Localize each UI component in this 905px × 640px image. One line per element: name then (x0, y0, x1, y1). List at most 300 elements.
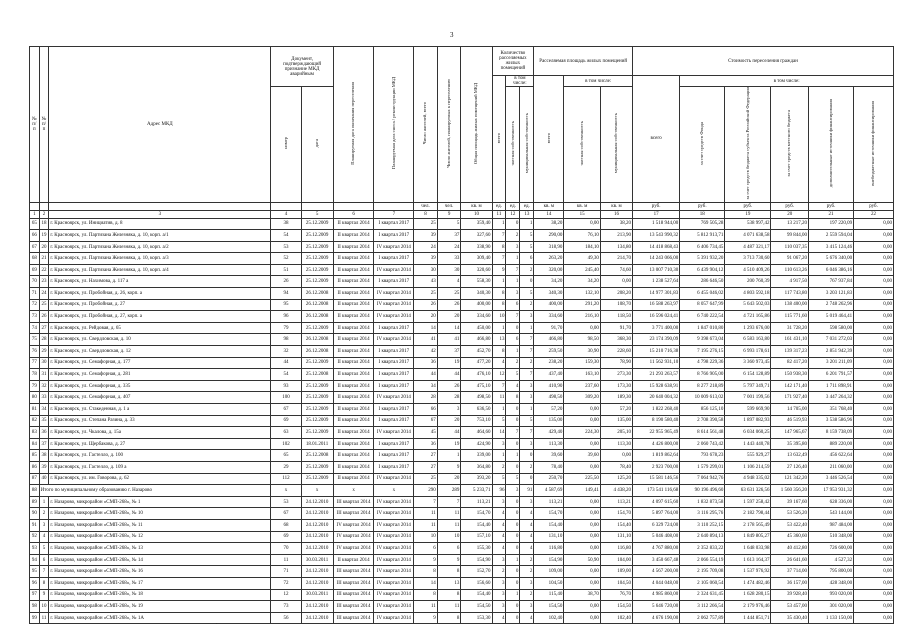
table-cell: 7 001 199,56 (725, 392, 771, 404)
table-cell: II квартал 2014 (333, 473, 374, 485)
table-cell: 11 562 931,10 (633, 357, 680, 369)
table-cell: 90 196 496,60 (680, 485, 725, 497)
table-cell: 538 997,42 (725, 218, 771, 230)
table-cell: 0 (506, 461, 520, 473)
table-cell: 4 587,69 (534, 485, 564, 497)
unit-cell: кв. м (461, 202, 492, 210)
table-cell: I квартал 2017 (374, 218, 414, 230)
table-cell: 3 446 526,54 (809, 473, 854, 485)
table-cell: 57,20 (600, 404, 632, 416)
table-cell: 3 (492, 438, 506, 450)
table-cell: 69 (271, 415, 301, 427)
table-cell: 25.12.2009 (301, 427, 333, 439)
table-cell: 0,00 (854, 577, 894, 589)
table-cell: 32 (39, 380, 49, 392)
table-cell: 25 (414, 473, 438, 485)
table-cell: 26.12.2008 (301, 311, 333, 323)
table-cell: 3 (492, 589, 506, 601)
table-cell: 13 543 990,32 (633, 230, 680, 242)
table-cell: 36 (414, 438, 438, 450)
header-count-municipal: муниципальная собственность (520, 87, 534, 203)
table-cell: г. Красноярск, ул. им. Говорова, д. 62 (49, 473, 271, 485)
table-cell: 70 (271, 543, 301, 555)
table-cell: 154,50 (534, 601, 564, 613)
table-cell: 286 646,50 (680, 276, 725, 288)
table-cell: 1 238 527,64 (633, 276, 680, 288)
table-cell: 121 342,20 (771, 473, 809, 485)
table-cell: 67 (414, 415, 438, 427)
table-cell: I квартал 2017 (374, 230, 414, 242)
table-cell: II квартал 2014 (333, 322, 374, 334)
table-cell: 1 849 805,27 (725, 531, 771, 543)
table-cell: 27 (39, 322, 49, 334)
table-cell: II квартал 2014 (333, 346, 374, 358)
table-cell: 558,30 (461, 276, 492, 288)
table-cell: 53 (271, 241, 301, 253)
table-cell: 5 (520, 415, 534, 427)
table-cell: 79 (30, 380, 40, 392)
table-cell: 73 (30, 311, 40, 323)
table-cell: 4 426 800,00 (633, 438, 680, 450)
table-cell: 0,00 (564, 404, 600, 416)
table-cell: 113,30 (600, 438, 632, 450)
table-row (30, 461, 894, 473)
table-row (30, 415, 894, 427)
table-cell: г. Красноярск, ул. Нахимова, д. 117 а (49, 276, 271, 288)
table-row (30, 369, 894, 381)
table-cell: 78,40 (534, 461, 564, 473)
table-cell: 20 (39, 241, 49, 253)
table-cell: 628 336,00 (809, 496, 854, 508)
table-cell: 5 233,71 (461, 485, 492, 497)
table-cell: 4 (492, 612, 506, 624)
table-cell: 37 (437, 346, 461, 358)
table-cell: 197 220,09 (809, 218, 854, 230)
table-cell: 338,90 (461, 241, 492, 253)
table-cell: 466,80 (461, 334, 492, 346)
unit-cell: руб. (771, 202, 809, 210)
header-address: Адрес МКД (49, 47, 271, 203)
table-cell: 4 487 321,17 (725, 241, 771, 253)
unit-cell (333, 202, 374, 210)
table-cell: III квартал 2014 (333, 612, 374, 624)
table-cell: г. Назарово, микрорайон «СМП-268», № 1 (49, 496, 271, 508)
table-cell: 25 (414, 288, 438, 300)
table-cell: 273,30 (600, 369, 632, 381)
table-cell: 0,00 (854, 404, 894, 416)
table-cell: 25.12.2009 (301, 276, 333, 288)
table-cell: 50,90 (564, 554, 600, 566)
table-cell: 10 009 613,02 (680, 392, 725, 404)
table-cell: 214,70 (600, 253, 632, 265)
table-cell: 132,10 (564, 288, 600, 300)
table-cell: 118,50 (600, 311, 632, 323)
table-cell: 98 (30, 601, 40, 613)
table-cell: 7 (414, 496, 438, 508)
table-cell: IV квартал 2014 (374, 473, 414, 485)
table-cell: IV квартал 2014 (374, 566, 414, 578)
table-cell: 104,00 (600, 554, 632, 566)
table-cell: 0,00 (854, 264, 894, 276)
table-cell: 112 (271, 473, 301, 485)
table-cell: 7 (520, 346, 534, 358)
table-cell: 26 (437, 380, 461, 392)
table-cell: 6 (414, 543, 438, 555)
table-cell: 74 (30, 322, 40, 334)
table-cell: 76 (30, 346, 40, 358)
table-cell: 4 567 200,00 (633, 566, 680, 578)
table-cell: 135,00 (600, 415, 632, 427)
table-cell: 30 (39, 357, 49, 369)
table-cell: 17 953 931,32 (809, 485, 854, 497)
table-cell: 0,00 (564, 531, 600, 543)
table-cell: I квартал 2017 (374, 461, 414, 473)
table-cell: 987 484,00 (809, 519, 854, 531)
table-cell: 1 (492, 450, 506, 462)
column-number-cell: 6 (333, 210, 374, 218)
table-cell: 393,20 (461, 473, 492, 485)
table-cell: 2 (520, 299, 534, 311)
table-cell: 19 (39, 230, 49, 242)
table-cell: 26.12.2008 (301, 288, 333, 300)
table-cell: 11 (437, 508, 461, 520)
table-cell: 27 126,40 (771, 461, 809, 473)
table-cell: II квартал 2014 (333, 299, 374, 311)
table-cell: 5 897 764,00 (633, 508, 680, 520)
unit-cell: ед. (520, 202, 534, 210)
table-cell: 76,10 (564, 230, 600, 242)
table-cell: 44 (271, 357, 301, 369)
table-cell: 0,00 (854, 427, 894, 439)
table-cell: 2 923 700,00 (633, 461, 680, 473)
table-cell: 0,00 (600, 276, 632, 288)
column-numbers-row (30, 210, 894, 218)
table-cell: 19 (437, 438, 461, 450)
table-cell: 3 (492, 496, 506, 508)
relocation-table (29, 46, 894, 624)
table-cell: 4 (520, 519, 534, 531)
table-cell: г. Назарово, микрорайон «СМП-268», № 1А (49, 612, 271, 624)
table-cell: 6 154 128,89 (725, 369, 771, 381)
header-count-group: Количество расселяемых жилых помещений (492, 47, 534, 76)
table-cell: 39 (414, 253, 438, 265)
table-cell: III квартал 2014 (333, 577, 374, 589)
table-cell: 4 917,50 (771, 276, 809, 288)
table-cell: 2 748 262,96 (809, 299, 854, 311)
header-residents-total: Число жителей, всего (414, 47, 438, 203)
table-cell: 769 505,28 (680, 218, 725, 230)
header-cost-extra: дополнительные источники финансирования (809, 87, 854, 203)
table-cell: 131,10 (534, 531, 564, 543)
table-cell: 1 443 440,78 (725, 438, 771, 450)
table-cell: 598 580,00 (809, 322, 854, 334)
table-cell: 466,80 (534, 334, 564, 346)
table-cell: 0,00 (854, 485, 894, 497)
table-cell: 32 (271, 346, 301, 358)
table-cell: 3 415 124,46 (809, 241, 854, 253)
table-cell: IV квартал 2014 (374, 589, 414, 601)
table-cell: 14 (437, 322, 461, 334)
table-cell: 11 (414, 519, 438, 531)
table-cell: 29 (39, 346, 49, 358)
table-cell: 498,50 (534, 392, 564, 404)
table-cell: 85 (30, 450, 40, 462)
table-cell: 15 210 716,38 (633, 346, 680, 358)
table-cell: 8 614 561,48 (680, 427, 725, 439)
table-cell: 318,90 (534, 241, 564, 253)
table-cell: 35 395,80 (771, 438, 809, 450)
table-cell: 1 819 862,64 (633, 450, 680, 462)
table-cell: 5 391 932,20 (680, 253, 725, 265)
table-cell: 37 (39, 438, 49, 450)
table-cell: 1 (506, 589, 520, 601)
table-cell: 102,40 (534, 612, 564, 624)
table-cell: 4 044 048,00 (633, 577, 680, 589)
table-cell: 410,90 (534, 380, 564, 392)
header-doc-num: номер (271, 87, 301, 203)
table-cell: 52 (271, 253, 301, 265)
table-cell: IV квартал 2014 (374, 601, 414, 613)
table-cell: 30.03.2011 (301, 554, 333, 566)
table-cell: II квартал 2014 (333, 264, 374, 276)
table-cell: 0,00 (564, 601, 600, 613)
table-cell: 0,00 (854, 218, 894, 230)
header-cost-local: за счет средств местного бюджета (771, 87, 809, 203)
table-cell: 11 (39, 612, 49, 624)
table-cell: 11 (492, 392, 506, 404)
table-cell: IV квартал 2014 (374, 554, 414, 566)
column-number-cell: 19 (725, 210, 771, 218)
column-number-cell: 15 (564, 210, 600, 218)
table-row (30, 519, 894, 531)
table-cell: 889 220,00 (809, 438, 854, 450)
table-cell: 250,70 (534, 473, 564, 485)
table-cell: 152,70 (461, 566, 492, 578)
table-cell: 5 643 502,03 (725, 299, 771, 311)
table-cell: 113,21 (534, 496, 564, 508)
table-cell: 6 201 791,57 (809, 369, 854, 381)
table-cell: 238,20 (534, 357, 564, 369)
table-cell: 25 (39, 299, 49, 311)
table-row (30, 554, 894, 566)
table-cell: 510 348,00 (809, 531, 854, 543)
table-cell: I квартал 2017 (374, 369, 414, 381)
table-cell: 290,00 (534, 230, 564, 242)
table-cell: 0 (506, 438, 520, 450)
table-cell: 25.12.2009 (301, 392, 333, 404)
table-cell: 6 (506, 334, 520, 346)
table-cell: 25.12.2009 (301, 218, 333, 230)
table-cell: 351 768,40 (809, 404, 854, 416)
table-cell: 96 (492, 485, 506, 497)
table-cell: 856 125,10 (680, 404, 725, 416)
table-cell: 6 (39, 554, 49, 566)
table-cell: 0,00 (854, 554, 894, 566)
table-cell: 39 167,60 (771, 496, 809, 508)
unit-cell (301, 202, 333, 210)
table-cell: 96 (271, 311, 301, 323)
table-cell: 0 (506, 404, 520, 416)
table-cell: г. Назарово, микрорайон «СМП-268», № 13 (49, 543, 271, 555)
table-cell: г. Красноярск, ул. Гастелло, д. 100 (49, 450, 271, 462)
header-cost-fund: за счет средств Фонда (680, 87, 725, 203)
table-row (30, 438, 894, 450)
table-cell: 0,00 (854, 508, 894, 520)
table-cell: 339,00 (461, 450, 492, 462)
table-cell: 38,20 (600, 218, 632, 230)
table-cell: 154,40 (600, 519, 632, 531)
table-cell: 71 (271, 566, 301, 578)
table-cell: 0,00 (854, 450, 894, 462)
column-number-cell: 7 (374, 210, 414, 218)
table-cell: 0,00 (854, 612, 894, 624)
table-cell: 154,50 (600, 601, 632, 613)
table-cell: 4 071 638,58 (725, 230, 771, 242)
table-cell: 0,00 (854, 299, 894, 311)
table-cell: 1 (506, 554, 520, 566)
table-cell: 11 (414, 601, 438, 613)
table-cell: 53 526,20 (771, 508, 809, 520)
table-cell: 8 (414, 566, 438, 578)
table-cell: 25.12.2009 (301, 380, 333, 392)
table-cell: 5 797 349,71 (725, 380, 771, 392)
column-number-cell: 13 (520, 210, 534, 218)
table-cell: 91 (30, 519, 40, 531)
table-cell: 75 (30, 334, 40, 346)
table-cell: 86 (30, 461, 40, 473)
column-number-cell: 9 (437, 210, 461, 218)
table-cell: 9 (414, 612, 438, 624)
table-cell: х (374, 485, 414, 497)
table-cell: 184,10 (564, 241, 600, 253)
table-cell: II квартал 2014 (333, 380, 374, 392)
table-cell: 7 (437, 496, 461, 508)
table-cell: 63 631 326,56 (725, 485, 771, 497)
table-cell: 34 (414, 380, 438, 392)
table-cell: IV квартал 2014 (374, 334, 414, 346)
table-cell: 37 (437, 230, 461, 242)
table-cell: 0 (506, 577, 520, 589)
table-cell: 161 431,10 (771, 334, 809, 346)
table-cell: 0 (506, 218, 520, 230)
table-cell: 39 (39, 461, 49, 473)
unit-cell: чел. (414, 202, 438, 210)
table-cell: 0,00 (854, 392, 894, 404)
table-cell: 154,90 (461, 554, 492, 566)
table-cell: 49,30 (564, 253, 600, 265)
table-cell: 46 519,93 (771, 415, 809, 427)
table-cell: 334,60 (534, 311, 564, 323)
table-cell: 3 (437, 404, 461, 416)
table-cell: 19 (437, 357, 461, 369)
table-cell: г. Красноярск, ул. Семафорная, д. 407 (49, 392, 271, 404)
table-cell: 0 (506, 601, 520, 613)
table-cell: 5 646 720,00 (633, 601, 680, 613)
table-cell: 110 613,26 (771, 264, 809, 276)
table-cell: 142 171,40 (771, 380, 809, 392)
table-cell: 0,00 (600, 450, 632, 462)
table-cell: 15 581 146,56 (633, 473, 680, 485)
table-cell: 0,00 (854, 415, 894, 427)
table-cell: 1 133 150,00 (809, 612, 854, 624)
table-cell: 154,40 (461, 589, 492, 601)
table-cell: 154,40 (534, 519, 564, 531)
table-cell: 7 (492, 380, 506, 392)
table-cell: 173,30 (600, 380, 632, 392)
header-count-total: всего (492, 76, 506, 203)
table-cell: 320,60 (461, 264, 492, 276)
table-cell: 429,40 (534, 427, 564, 439)
table-cell: 0 (506, 612, 520, 624)
table-cell: 6 583 163,80 (725, 334, 771, 346)
table-cell: 6 740 222,54 (680, 311, 725, 323)
table-cell: 84 (30, 438, 40, 450)
header-cost-group: Стоимость переселения граждан (633, 47, 894, 76)
table-cell: 40 (39, 473, 49, 485)
table-cell: 0,00 (854, 566, 894, 578)
table-cell: 4 438,20 (600, 485, 632, 497)
column-number-cell: 1 (30, 210, 40, 218)
table-cell: 208,20 (600, 288, 632, 300)
table-cell: 476,10 (461, 369, 492, 381)
column-number-cell: 17 (633, 210, 680, 218)
table-cell: 14 705,00 (771, 404, 809, 416)
table-cell: 45 (414, 427, 438, 439)
table-cell: 25.12.2009 (301, 415, 333, 427)
table-cell: 115,40 (534, 589, 564, 601)
table-cell: II квартал 2014 (333, 404, 374, 416)
table-cell: 26.12.2008 (301, 334, 333, 346)
table-cell: 36 (39, 427, 49, 439)
table-cell: IV квартал 2014 (374, 288, 414, 300)
footer-mark: · (216, 622, 218, 627)
table-cell: 0 (520, 450, 534, 462)
table-cell: 150 938,30 (771, 369, 809, 381)
table-cell: 171 927,40 (771, 392, 809, 404)
table-cell: 2 178 565,49 (725, 519, 771, 531)
table-body (30, 218, 894, 624)
table-cell: 73 (271, 601, 301, 613)
table-cell: 1 847 010,80 (680, 322, 725, 334)
table-cell: 4 (39, 531, 49, 543)
table-cell: 7 (520, 427, 534, 439)
table-cell: 29 (271, 461, 301, 473)
table-cell: 5 812 913,71 (680, 230, 725, 242)
table-cell: 8 766 905,00 (680, 369, 725, 381)
table-cell: 157,10 (461, 531, 492, 543)
table-cell: 41 (437, 334, 461, 346)
table-cell: 20 (437, 473, 461, 485)
table-cell: 368,30 (600, 334, 632, 346)
table-cell: 81 (30, 404, 40, 416)
table-cell: 8 (39, 577, 49, 589)
page-number: 3 (450, 31, 454, 39)
table-cell: 4 721 165,86 (725, 311, 771, 323)
table-cell: 1 711 898,91 (809, 380, 854, 392)
table-cell: г. Красноярск, ул. Щербакова, д. 27 (49, 438, 271, 450)
column-number-cell: 22 (854, 210, 894, 218)
table-cell: 38,70 (564, 589, 600, 601)
table-cell: II квартал 2014 (333, 369, 374, 381)
header-area-total: Общая площадь жилых помещений МКД (461, 47, 492, 203)
table-cell: 400,00 (534, 299, 564, 311)
table-cell: 89 (30, 496, 40, 508)
table-cell: 437,40 (534, 369, 564, 381)
table-cell: 2 640 894,13 (680, 531, 725, 543)
table-cell: г. Красноярск, ул. Стакеденная, д. 1 а (49, 404, 271, 416)
table-cell: 1 (506, 253, 520, 265)
table-cell: 7 (39, 566, 49, 578)
